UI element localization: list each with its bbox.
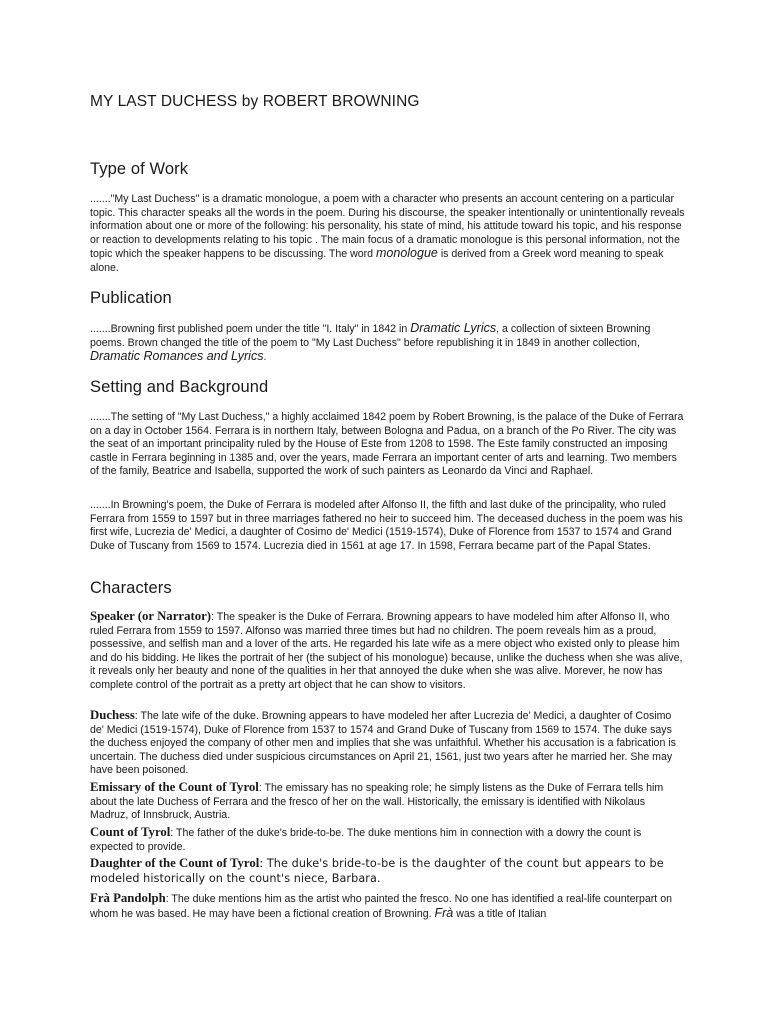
heading-characters: Characters [90, 579, 172, 597]
character-duchess: Duchess: The late wife of the duke. Browning appears to have modeled her after Lucrezia de' Medici, a daughter of Cosimo de' Medici (1519-1574), Duke of Florence from 1537 to 1574 and Grand Duke of Tuscany from 1569 to 1574. The duke says the duchess enjoyed the company of other men and implies that she was unfaithful. Whether his accusation is a fabrication is uncertain. The duchess died under suspicious circumstances on April 21, 1561, just two years after he married her. She may have been poisoned. [90, 708, 676, 777]
character-speaker: Speaker (or Narrator): The speaker is the Duke of Ferrara. Browning appears to have modeled him after Alfonso II, who ruled Ferrara from 1559 to 1597. Alfonso was married three times but had no children. The poem reveals him as a proud, possessive, and selfish man and a lover of the arts. He regarded his late wife as a mere object who existed only to please him and do his bidding. He likes the portrait of her (the subject of his monologue) because, unlike the duchess when she was alive, it reveals only her beauty and none of the qualities in her that annoyed the duke when she was alive. Morever, he now has complete control of the portrait as a pretty art object that he can show to visitors. [90, 609, 683, 691]
character-fra-pandolph: Frà Pandolph: The duke mentions him as the artist who painted the fresco. No one has identified a real-life counterpart on whom he was based. He may have been a fictional creation of Browning. Frà was a title of Italian [90, 891, 672, 920]
character-emissary: Emissary of the Count of Tyrol: The emissary has no speaking role; he simply listens as the Duke of Ferrara tells him about the late Duchess of Ferrara and the fresco of her on the wall. Historically, the emissary is identified with Nikolaus Madruz, of Innsbruck, Austria. [90, 780, 664, 822]
character-count-of-tyrol: Count of Tyrol: The father of the duke's bride-to-be. The duke mentions him in connection with a dowry the count is expected to provide. [90, 825, 642, 853]
document-title: MY LAST DUCHESS by ROBERT BROWNING [90, 93, 420, 110]
heading-setting-background: Setting and Background [90, 378, 269, 396]
setting-paragraph-2: .......In Browning's poem, the Duke of Ferrara is modeled after Alfonso II, the fifth and last duke of the principality, who ruled Ferrara from 1559 to 1597 but in three marriages fathered no heir to succeed him. The deceased duchess in the poem was his first wife, Lucrezia de' Medici, a daughter of Cosimo de' Medici (1519-1574), Duke of Florence from 1537 to 1574 and Grand Duke of Tuscany from 1569 to 1574. Lucrezia died in 1561 at age 17. In 1598, Ferrara became part of the Papal States. [90, 499, 683, 552]
heading-type-of-work: Type of Work [90, 160, 189, 178]
heading-publication: Publication [90, 289, 172, 307]
character-daughter: Daughter of the Count of Tyrol: The duke's bride-to-be is the daughter of the count but appears to be modeled historically on the count's niece, Barbara. [90, 856, 664, 885]
publication-paragraph: .......Browning first published poem under the title "I. Italy" in 1842 in Dramatic Lyrics, a collection of sixteen Browning poems. Brown changed the title of the poem to "My Last Duchess" before republishing it in 1849 in another collection, Dramatic Romances and Lyrics. [90, 321, 651, 364]
setting-paragraph-1: .......The setting of "My Last Duchess," a highly acclaimed 1842 poem by Robert Browning, is the palace of the Duke of Ferrara on a day in October 1564. Ferrara is in northern Italy, between Bologna and Padua, on a branch of the Po River. The city was the seat of an important principality ruled by the House of Este from 1208 to 1598. The Este family constructed an imposing castle in Ferrara beginning in 1385 and, over the years, made Ferrara an important center of arts and learning. Two members of the family, Beatrice and Isabella, supported the work of such painters as Leonardo da Vinci and Raphael. [90, 411, 684, 478]
type-of-work-paragraph: ......."My Last Duchess" is a dramatic monologue, a poem with a character who presents an account centering on a particular topic. This character speaks all the words in the poem. During his discourse, the speaker intentionally or unintentionally reveals information about one or more of the following: his personality, his state of mind, his attitude toward his topic, and his response or reaction to developments relating to his topic . The main focus of a dramatic monologue is this personal information, not the topic which the speaker happens to be discussing. The word monologue is derived from a Greek word meaning to speak alone. [90, 193, 685, 274]
